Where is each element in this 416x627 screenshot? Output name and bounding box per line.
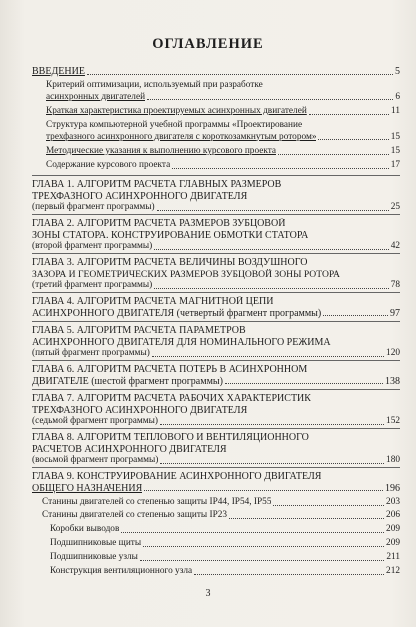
toc-chapter-note: (третий фрагмент программы): [32, 280, 153, 290]
toc-chapter-6[interactable]: [32, 364, 400, 387]
toc-page: 212: [386, 566, 400, 576]
toc-chapter-8[interactable]: [32, 432, 400, 467]
toc-chapter-text: ГЛАВА 4. АЛГОРИТМ РАСЧЕТА МАГНИТНОЙ ЦЕПИ: [32, 296, 274, 307]
toc-chapter-text: ТРЕХФАЗНОГО АСИНХРОННОГО ДВИГАТЕЛЯ: [32, 190, 248, 202]
toc-chapter-text: ГЛАВА 3. АЛГОРИТМ РАСЧЕТА ВЕЛИЧИНЫ ВОЗДУШНОГО: [32, 257, 308, 268]
toc-chapter-text: ЗАЗОРА И ГЕОМЕТРИЧЕСКИХ РАЗМЕРОВ ЗУБЦОВОЙ ЗОНЫ РОТОРА: [32, 268, 340, 280]
divider: [32, 175, 400, 176]
toc-page: 15: [390, 131, 400, 142]
dot-leader: [154, 249, 388, 250]
dot-leader: [323, 315, 388, 316]
divider: [32, 467, 400, 468]
toc-chapter-7[interactable]: [32, 393, 400, 428]
toc-chapter-text: ЗОНЫ СТАТОРА. КОНСТРУИРОВАНИЕ ОБМОТКИ СТАТОРА: [32, 229, 309, 241]
dot-leader: [160, 424, 384, 425]
toc-chapter-text: ГЛАВА 8. АЛГОРИТМ ТЕПЛОВОГО И ВЕНТИЛЯЦИОННОГО: [32, 432, 309, 443]
dot-leader: [157, 210, 389, 211]
toc-item-text: Станины двигателей со степенью защиты IP44, IP54, IP55: [42, 497, 272, 507]
toc-page: 196: [385, 482, 400, 494]
divider: [32, 428, 400, 429]
toc-chapter-text: ДВИГАТЕЛЕ (шестой фрагмент программы): [32, 375, 223, 387]
toc-chapter-note: (первый фрагмент программы): [32, 202, 155, 212]
dot-leader: [143, 546, 384, 547]
toc-item-text: трехфазного асинхронного двигателя с короткозамкнутым ротором»: [46, 131, 317, 142]
dot-leader: [121, 532, 384, 533]
toc-page: 138: [385, 375, 400, 387]
toc-page: 209: [386, 524, 400, 534]
toc-intro-item-5[interactable]: [32, 160, 400, 172]
toc-chapter-note: (седьмой фрагмент программы): [32, 416, 158, 426]
toc-page: 206: [386, 510, 400, 520]
toc-chapter-note: (второй фрагмент программы): [32, 241, 153, 251]
toc-page: 5: [395, 66, 400, 77]
toc-chapter-text: АСИНХРОННОГО ДВИГАТЕЛЯ (четвертый фрагмент программы): [32, 307, 322, 319]
toc-item-text: Краткая характеристика проектируемых асинхронных двигателей: [46, 106, 307, 116]
toc-item-text: Структура компьютерной учебной программы «Проектирование: [46, 120, 303, 130]
toc-page: 15: [390, 146, 400, 156]
toc-ch9-item-4[interactable]: [32, 538, 400, 550]
toc-intro-label: ВВЕДЕНИЕ: [32, 66, 85, 77]
dot-leader: [194, 574, 384, 575]
toc-page: 42: [390, 241, 400, 251]
page-number: 3: [205, 588, 211, 599]
toc-chapter-text: ТРЕХФАЗНОГО АСИНХРОННОГО ДВИГАТЕЛЯ: [32, 404, 248, 416]
toc-chapter-4[interactable]: [32, 296, 400, 319]
toc-chapter-9[interactable]: [32, 471, 400, 494]
toc-item-text: Коробки выводов: [50, 524, 120, 534]
toc-item-text: Станины двигателей со степенью защиты IP23: [42, 510, 228, 520]
toc-chapter-1[interactable]: [32, 179, 400, 214]
toc-ch9-item-1[interactable]: [32, 497, 400, 509]
divider: [32, 389, 400, 390]
dot-leader: [309, 114, 389, 115]
toc-item-text: асинхронных двигателей: [46, 91, 146, 102]
toc-ch9-item-6[interactable]: [32, 566, 400, 578]
toc-page: 120: [386, 348, 400, 358]
toc-chapter-3[interactable]: [32, 257, 400, 292]
toc-chapter-2[interactable]: [32, 218, 400, 253]
dot-leader: [278, 154, 389, 155]
divider: [32, 253, 400, 254]
toc-intro-item-2[interactable]: [32, 106, 400, 118]
toc-page: 17: [390, 160, 400, 170]
toc-chapter-5[interactable]: [32, 325, 400, 360]
page-title: ОГЛАВЛЕНИЕ: [152, 36, 264, 52]
dot-leader: [225, 383, 383, 384]
toc-chapter-text: АСИНХРОННОГО ДВИГАТЕЛЯ ДЛЯ НОМИНАЛЬНОГО РЕЖИМА: [32, 336, 331, 348]
divider: [32, 292, 400, 293]
toc-item-text: Критерий оптимизации, используемый при разработке: [46, 80, 263, 90]
toc-page: 180: [386, 455, 400, 465]
toc-item-text: Методические указания к выполнению курсового проекта: [46, 146, 277, 156]
toc-intro[interactable]: [32, 66, 400, 78]
toc-ch9-item-5[interactable]: [32, 552, 400, 564]
toc-chapter-text: ГЛАВА 5. АЛГОРИТМ РАСЧЕТА ПАРАМЕТРОВ: [32, 325, 246, 336]
divider: [32, 321, 400, 322]
toc-chapter-text: ГЛАВА 7. АЛГОРИТМ РАСЧЕТА РАБОЧИХ ХАРАКТЕРИСТИК: [32, 393, 311, 404]
toc-chapter-text: ГЛАВА 1. АЛГОРИТМ РАСЧЕТА ГЛАВНЫХ РАЗМЕРОВ: [32, 179, 282, 190]
toc-page: 97: [390, 307, 400, 319]
toc-chapter-note: (восьмой фрагмент программы): [32, 455, 159, 465]
dot-leader: [87, 74, 393, 75]
toc-page: 211: [386, 552, 400, 562]
toc-chapter-text: ГЛАВА 9. КОНСТРУИРОВАНИЕ АСИНХРОННОГО ДВИГАТЕЛЯ: [32, 471, 322, 482]
dot-leader: [273, 505, 384, 506]
dot-leader: [140, 560, 385, 561]
toc-page: 25: [390, 202, 400, 212]
dot-leader: [152, 356, 384, 357]
toc-ch9-item-3[interactable]: [32, 524, 400, 536]
toc-ch9-item-2[interactable]: [32, 510, 400, 522]
dot-leader: [229, 518, 384, 519]
toc-page: 78: [390, 280, 400, 290]
toc-intro-item-4[interactable]: [32, 146, 400, 158]
toc-item-text: Содержание курсового проекта: [46, 160, 171, 170]
toc-item-text: Подшипниковые щиты: [50, 538, 142, 548]
divider: [32, 360, 400, 361]
toc-chapter-text: ГЛАВА 6. АЛГОРИТМ РАСЧЕТА ПОТЕРЬ В АСИНХРОННОМ: [32, 364, 308, 375]
toc-intro-item-1[interactable]: [32, 80, 400, 103]
dot-leader: [154, 288, 388, 289]
toc-chapter-note: (пятый фрагмент программы): [32, 348, 150, 358]
toc-chapter-text: ОБЩЕГО НАЗНАЧЕНИЯ: [32, 482, 143, 494]
dot-leader: [172, 168, 388, 169]
divider: [32, 214, 400, 215]
dot-leader: [147, 99, 393, 100]
dot-leader: [318, 139, 388, 140]
toc-intro-item-3[interactable]: [32, 120, 400, 143]
toc-page: 209: [386, 538, 400, 548]
toc-page: 203: [386, 497, 400, 507]
dot-leader: [160, 463, 384, 464]
toc-page: 6: [395, 91, 400, 102]
dot-leader: [144, 490, 383, 491]
toc-page: 152: [386, 416, 400, 426]
toc-page: 11: [391, 106, 400, 116]
toc-chapter-text: ГЛАВА 2. АЛГОРИТМ РАСЧЕТА РАЗМЕРОВ ЗУБЦОВОЙ: [32, 218, 286, 229]
toc-item-text: Конструкция вентиляционного узла: [50, 566, 193, 576]
toc-chapter-text: РАСЧЕТОВ АСИНХРОННОГО ДВИГАТЕЛЯ: [32, 443, 227, 455]
toc-item-text: Подшипниковые узлы: [50, 552, 138, 562]
